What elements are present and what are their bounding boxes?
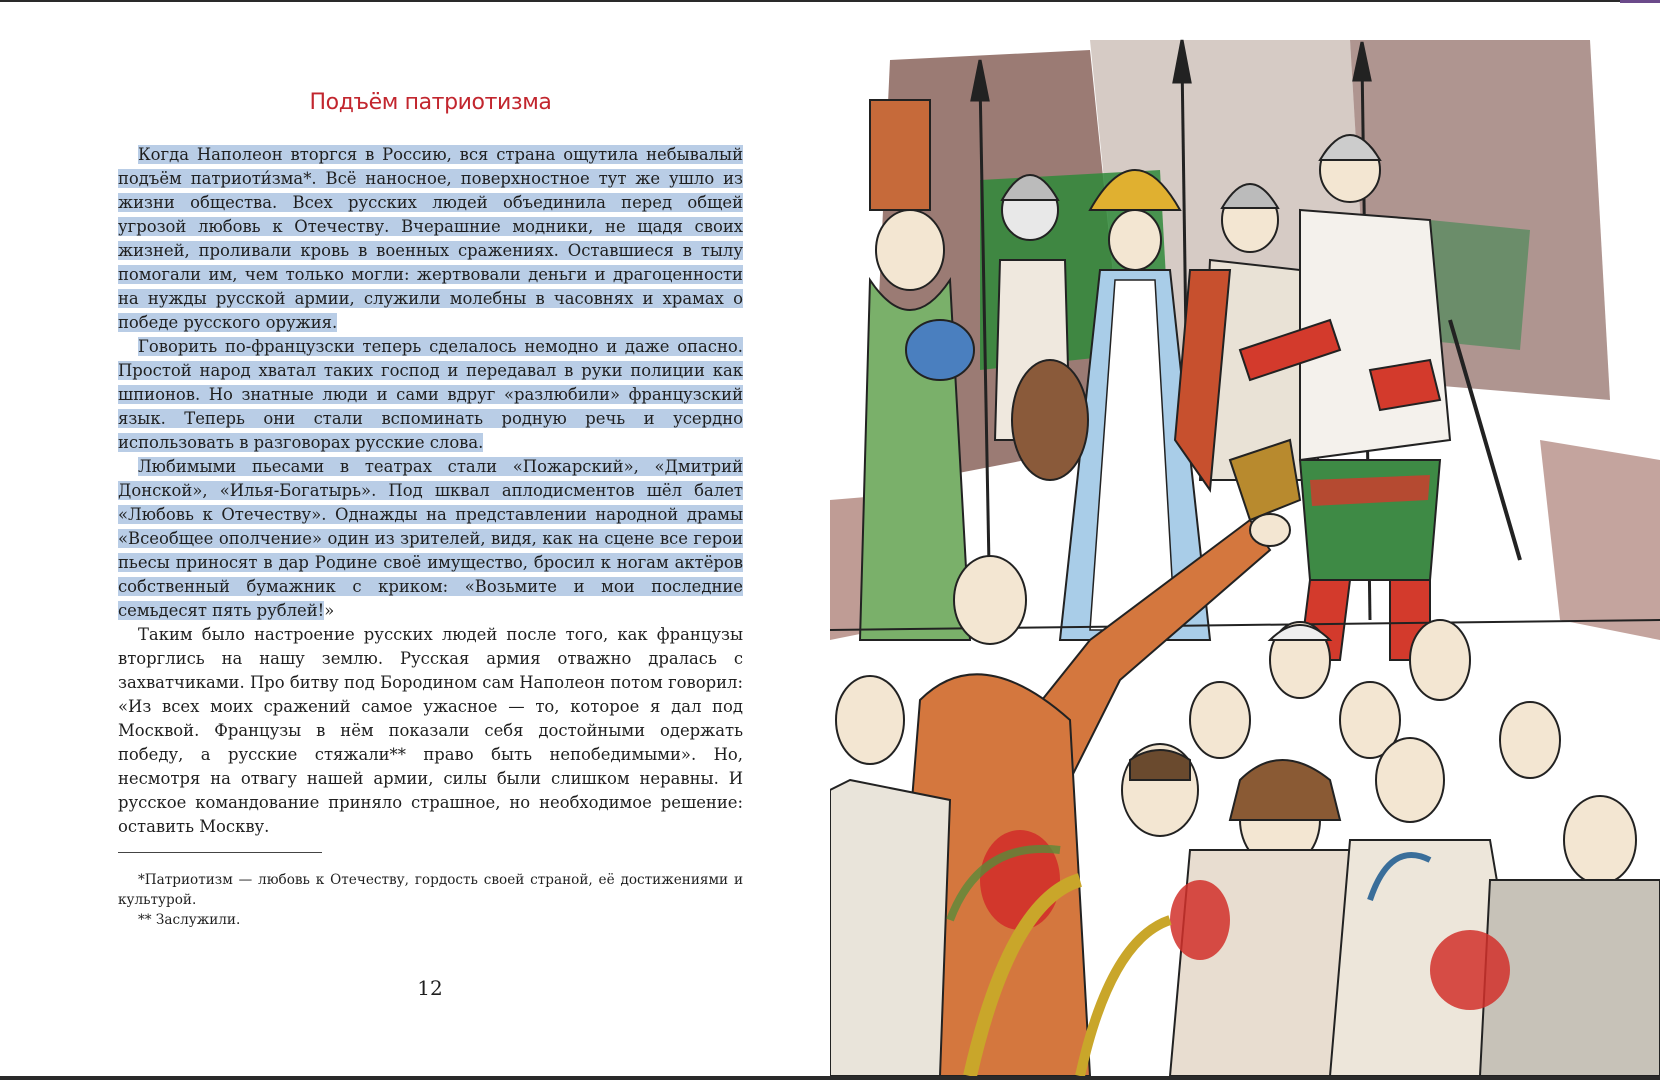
page-number: 12 — [417, 976, 443, 1000]
footnote-1: *Патриотизм — любовь к Отечеству, гордость своей страной, её достижениями и культурой. — [118, 872, 743, 908]
chapter-title: Подъём патриотизма — [309, 90, 552, 115]
footnote-2: ** Заслужили. — [138, 912, 241, 928]
illustration-drawing — [830, 20, 1660, 1076]
paragraph-4[interactable] — [118, 623, 743, 839]
illustration-theatre-scene — [830, 20, 1660, 1076]
corner-mark — [1620, 0, 1660, 3]
body-text[interactable] — [118, 143, 743, 839]
selected-text[interactable]: Говорить по-французски теперь сделалось немодно и даже опасно. Простой народ хватал таких господ и передавал в руки полиции как шпионов. Но знатные люди и сами вдруг «разлюбили» французский язык. Теперь они стали вспоминать родную речь и усердно использовать в разговорах русские слова. — [118, 337, 743, 452]
unselected-text[interactable]: Таким было настроение русских людей после того, как французы вторглись на нашу землю. Русская армия отважно дралась с захватчиками. Про битву под Бородином сам Наполеон потом говорил: «Из всех моих сражений самое ужасное — то, которое я дал под Москвой. Французы в нём показали себя достойными одержать победу, а русские стяжали** право быть непобедимыми». Но, несмотря на отвагу нашей армии, силы были слишком неравны. И русское командование приняло страшное, но необходимое решение: оставить Москву. — [118, 625, 743, 836]
selected-text[interactable]: Когда Наполеон вторгся в Россию, вся страна ощутила небывалый подъём патриоти́зма*. Всё наносное, поверхностное тут же ушло из жизни общества. Всех русских людей объединила перед общей угрозой любовь к Отечеству. Вчерашние модники, не щадя своих жизней, проливали кровь в военных сражениях. Оставшиеся в тылу помогали им, чем только могли: жертвовали деньги и драгоценности на нужды русской армии, служили молебны в часовнях и храмах о победе русского оружия. — [118, 145, 743, 332]
footnote-divider — [118, 852, 322, 853]
paragraph-2[interactable] — [118, 335, 743, 455]
paragraph-3[interactable] — [118, 455, 743, 623]
left-page — [0, 0, 830, 1076]
selected-text[interactable]: Любимыми пьесами в театрах стали «Пожарский», «Дмитрий Донской», «Илья-Богатырь». Под шквал аплодисментов шёл балет «Любовь к Отечеству». Однажды на представлении народной драмы «Всеобщее ополчение» один из зрителей, видя, как на сцене все герои пьесы приносят в дар Родине своё имущество, бросил к ногам актёров собственный бумажник с криком: «Возьмите и мои последние семьдесят пять рублей! — [118, 457, 743, 620]
unselected-text[interactable]: » — [324, 601, 335, 620]
bottom-border — [0, 1076, 1660, 1080]
footnotes — [118, 870, 743, 930]
paragraph-1[interactable] — [118, 143, 743, 335]
